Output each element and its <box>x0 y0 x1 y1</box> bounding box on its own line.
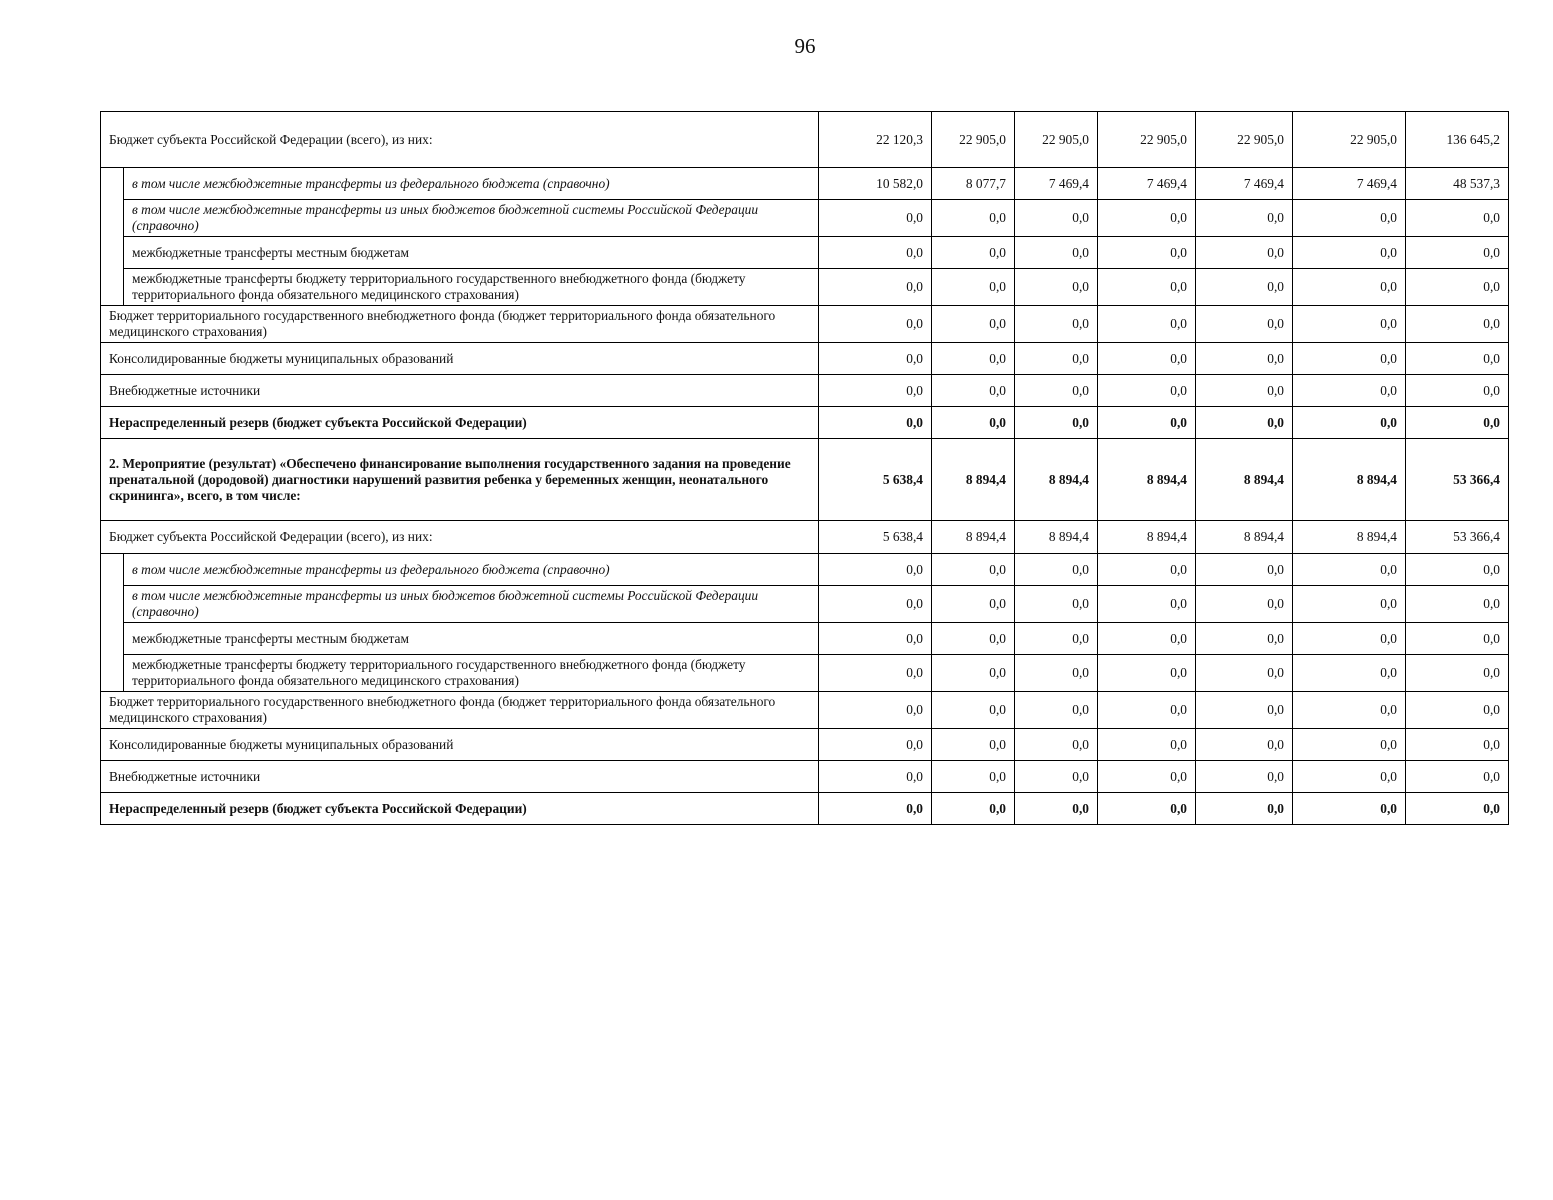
value-cell: 0,0 <box>819 554 932 586</box>
table-row <box>101 793 1509 825</box>
value-cell: 0,0 <box>1196 554 1293 586</box>
value-cell: 0,0 <box>1098 200 1196 237</box>
value-cell: 0,0 <box>1406 692 1509 729</box>
value-cell: 0,0 <box>1293 554 1406 586</box>
value-cell: 8 894,4 <box>1293 521 1406 554</box>
row-label: в том числе межбюджетные трансферты из иных бюджетов бюджетной системы Российской Федерации (справочно) <box>124 586 819 623</box>
value-cell: 10 582,0 <box>819 168 932 200</box>
indent-cell <box>101 554 124 692</box>
value-cell: 0,0 <box>1406 375 1509 407</box>
value-cell: 0,0 <box>1406 729 1509 761</box>
value-cell: 48 537,3 <box>1406 168 1509 200</box>
value-cell: 7 469,4 <box>1196 168 1293 200</box>
value-cell: 0,0 <box>1406 407 1509 439</box>
value-cell: 0,0 <box>932 554 1015 586</box>
value-cell: 8 894,4 <box>1015 521 1098 554</box>
value-cell: 0,0 <box>1196 407 1293 439</box>
value-cell: 0,0 <box>1293 306 1406 343</box>
value-cell: 0,0 <box>1098 586 1196 623</box>
value-cell: 0,0 <box>819 407 932 439</box>
value-cell: 0,0 <box>819 375 932 407</box>
value-cell: 8 894,4 <box>1196 521 1293 554</box>
value-cell: 0,0 <box>1293 237 1406 269</box>
indent-cell <box>101 168 124 306</box>
value-cell: 8 894,4 <box>1196 439 1293 521</box>
value-cell: 0,0 <box>1196 306 1293 343</box>
value-cell: 0,0 <box>1406 655 1509 692</box>
budget-table <box>100 111 1509 825</box>
value-cell: 5 638,4 <box>819 521 932 554</box>
table-row <box>101 692 1509 729</box>
value-cell: 8 894,4 <box>1015 439 1098 521</box>
value-cell: 0,0 <box>932 655 1015 692</box>
value-cell: 22 905,0 <box>1098 112 1196 168</box>
value-cell: 0,0 <box>1406 200 1509 237</box>
value-cell: 0,0 <box>1406 306 1509 343</box>
value-cell: 0,0 <box>1293 761 1406 793</box>
value-cell: 0,0 <box>1015 407 1098 439</box>
value-cell: 0,0 <box>1406 623 1509 655</box>
value-cell: 8 894,4 <box>1098 439 1196 521</box>
table-row <box>101 407 1509 439</box>
value-cell: 0,0 <box>1098 655 1196 692</box>
row-label: Бюджет территориального государственного внебюджетного фонда (бюджет территориального фонда обязательного медицинского страхования) <box>101 306 819 343</box>
value-cell: 0,0 <box>1406 586 1509 623</box>
table-row <box>101 343 1509 375</box>
value-cell: 0,0 <box>819 306 932 343</box>
value-cell: 0,0 <box>1098 375 1196 407</box>
value-cell: 0,0 <box>932 306 1015 343</box>
table-row <box>101 521 1509 554</box>
value-cell: 0,0 <box>1196 761 1293 793</box>
value-cell: 0,0 <box>1406 343 1509 375</box>
value-cell: 0,0 <box>1406 237 1509 269</box>
value-cell: 22 120,3 <box>819 112 932 168</box>
value-cell: 0,0 <box>1015 729 1098 761</box>
value-cell: 53 366,4 <box>1406 521 1509 554</box>
value-cell: 0,0 <box>1015 692 1098 729</box>
value-cell: 0,0 <box>1293 729 1406 761</box>
table-row <box>101 375 1509 407</box>
value-cell: 136 645,2 <box>1406 112 1509 168</box>
value-cell: 0,0 <box>932 269 1015 306</box>
value-cell: 0,0 <box>819 692 932 729</box>
value-cell: 0,0 <box>1293 623 1406 655</box>
value-cell: 0,0 <box>1015 269 1098 306</box>
value-cell: 0,0 <box>1196 586 1293 623</box>
row-label: межбюджетные трансферты местным бюджетам <box>124 237 819 269</box>
table-row <box>101 623 1509 655</box>
value-cell: 0,0 <box>1293 375 1406 407</box>
table-row <box>101 306 1509 343</box>
value-cell: 0,0 <box>1293 343 1406 375</box>
value-cell: 7 469,4 <box>1098 168 1196 200</box>
value-cell: 53 366,4 <box>1406 439 1509 521</box>
value-cell: 0,0 <box>1015 237 1098 269</box>
value-cell: 0,0 <box>1293 269 1406 306</box>
value-cell: 0,0 <box>1293 407 1406 439</box>
value-cell: 0,0 <box>1015 306 1098 343</box>
page-number: 96 <box>794 34 816 58</box>
value-cell: 0,0 <box>932 729 1015 761</box>
value-cell: 0,0 <box>819 623 932 655</box>
table-row <box>101 439 1509 521</box>
value-cell: 0,0 <box>1098 237 1196 269</box>
value-cell: 0,0 <box>819 761 932 793</box>
value-cell: 8 894,4 <box>1098 521 1196 554</box>
value-cell: 5 638,4 <box>819 439 932 521</box>
value-cell: 0,0 <box>932 761 1015 793</box>
row-label: в том числе межбюджетные трансферты из федерального бюджета (справочно) <box>124 168 819 200</box>
value-cell: 0,0 <box>1098 761 1196 793</box>
value-cell: 0,0 <box>1196 623 1293 655</box>
value-cell: 22 905,0 <box>1196 112 1293 168</box>
value-cell: 0,0 <box>932 623 1015 655</box>
table-row <box>101 761 1509 793</box>
row-label: межбюджетные трансферты бюджету территориального государственного внебюджетного фонда (бюджету территориального фонда обязательного медицинского страхования) <box>124 655 819 692</box>
table-row <box>101 655 1509 692</box>
value-cell: 0,0 <box>1406 269 1509 306</box>
value-cell: 0,0 <box>819 729 932 761</box>
value-cell: 0,0 <box>1196 793 1293 825</box>
value-cell: 0,0 <box>819 200 932 237</box>
value-cell: 22 905,0 <box>1015 112 1098 168</box>
value-cell: 0,0 <box>932 692 1015 729</box>
value-cell: 0,0 <box>1098 692 1196 729</box>
row-label: Нераспределенный резерв (бюджет субъекта Российской Федерации) <box>101 407 819 439</box>
value-cell: 22 905,0 <box>932 112 1015 168</box>
value-cell: 0,0 <box>1406 554 1509 586</box>
row-label: Бюджет субъекта Российской Федерации (всего), из них: <box>101 112 819 168</box>
value-cell: 22 905,0 <box>1293 112 1406 168</box>
value-cell: 0,0 <box>1098 407 1196 439</box>
table-row <box>101 554 1509 586</box>
value-cell: 0,0 <box>1293 692 1406 729</box>
row-label: в том числе межбюджетные трансферты из иных бюджетов бюджетной системы Российской Федерации (справочно) <box>124 200 819 237</box>
value-cell: 0,0 <box>1098 343 1196 375</box>
value-cell: 0,0 <box>1098 306 1196 343</box>
table-row <box>101 200 1509 237</box>
value-cell: 0,0 <box>1015 375 1098 407</box>
value-cell: 0,0 <box>932 793 1015 825</box>
value-cell: 8 894,4 <box>1293 439 1406 521</box>
value-cell: 0,0 <box>932 237 1015 269</box>
row-label: в том числе межбюджетные трансферты из федерального бюджета (справочно) <box>124 554 819 586</box>
value-cell: 0,0 <box>932 586 1015 623</box>
value-cell: 0,0 <box>1015 586 1098 623</box>
value-cell: 0,0 <box>1293 655 1406 692</box>
value-cell: 0,0 <box>1015 200 1098 237</box>
value-cell: 0,0 <box>1196 729 1293 761</box>
row-label: Консолидированные бюджеты муниципальных образований <box>101 343 819 375</box>
table-row <box>101 112 1509 168</box>
table-row <box>101 269 1509 306</box>
value-cell: 0,0 <box>819 237 932 269</box>
table-row <box>101 729 1509 761</box>
value-cell: 0,0 <box>1098 729 1196 761</box>
value-cell: 0,0 <box>1293 586 1406 623</box>
value-cell: 0,0 <box>932 200 1015 237</box>
value-cell: 7 469,4 <box>1015 168 1098 200</box>
value-cell: 8 077,7 <box>932 168 1015 200</box>
row-label: Консолидированные бюджеты муниципальных образований <box>101 729 819 761</box>
value-cell: 0,0 <box>819 269 932 306</box>
row-label: межбюджетные трансферты местным бюджетам <box>124 623 819 655</box>
table-row <box>101 237 1509 269</box>
value-cell: 8 894,4 <box>932 439 1015 521</box>
value-cell: 0,0 <box>819 793 932 825</box>
value-cell: 0,0 <box>819 655 932 692</box>
table-row <box>101 168 1509 200</box>
row-label: 2. Мероприятие (результат) «Обеспечено финансирование выполнения государственного задания на проведение пренатальной (дородовой) диагностики нарушений развития ребенка у беременных женщин, неонатального скрининга», всего, в том числе: <box>101 439 819 521</box>
value-cell: 0,0 <box>1406 793 1509 825</box>
row-label: Нераспределенный резерв (бюджет субъекта Российской Федерации) <box>101 793 819 825</box>
value-cell: 7 469,4 <box>1293 168 1406 200</box>
value-cell: 0,0 <box>1196 269 1293 306</box>
value-cell: 0,0 <box>1015 761 1098 793</box>
value-cell: 8 894,4 <box>932 521 1015 554</box>
row-label: межбюджетные трансферты бюджету территориального государственного внебюджетного фонда (бюджету территориального фонда обязательного медицинского страхования) <box>124 269 819 306</box>
value-cell: 0,0 <box>1098 793 1196 825</box>
value-cell: 0,0 <box>1293 793 1406 825</box>
table-body <box>101 112 1509 825</box>
value-cell: 0,0 <box>1196 655 1293 692</box>
value-cell: 0,0 <box>1196 200 1293 237</box>
value-cell: 0,0 <box>1196 237 1293 269</box>
value-cell: 0,0 <box>1098 269 1196 306</box>
row-label: Бюджет субъекта Российской Федерации (всего), из них: <box>101 521 819 554</box>
value-cell: 0,0 <box>1196 375 1293 407</box>
value-cell: 0,0 <box>1098 554 1196 586</box>
value-cell: 0,0 <box>1098 623 1196 655</box>
value-cell: 0,0 <box>932 343 1015 375</box>
value-cell: 0,0 <box>1406 761 1509 793</box>
value-cell: 0,0 <box>1015 343 1098 375</box>
row-label: Внебюджетные источники <box>101 761 819 793</box>
value-cell: 0,0 <box>932 407 1015 439</box>
row-label: Бюджет территориального государственного внебюджетного фонда (бюджет территориального фонда обязательного медицинского страхования) <box>101 692 819 729</box>
value-cell: 0,0 <box>1196 343 1293 375</box>
value-cell: 0,0 <box>1196 692 1293 729</box>
value-cell: 0,0 <box>819 586 932 623</box>
value-cell: 0,0 <box>819 343 932 375</box>
value-cell: 0,0 <box>1015 554 1098 586</box>
value-cell: 0,0 <box>1015 793 1098 825</box>
value-cell: 0,0 <box>1015 623 1098 655</box>
value-cell: 0,0 <box>932 375 1015 407</box>
row-label: Внебюджетные источники <box>101 375 819 407</box>
value-cell: 0,0 <box>1015 655 1098 692</box>
value-cell: 0,0 <box>1293 200 1406 237</box>
table-row <box>101 586 1509 623</box>
